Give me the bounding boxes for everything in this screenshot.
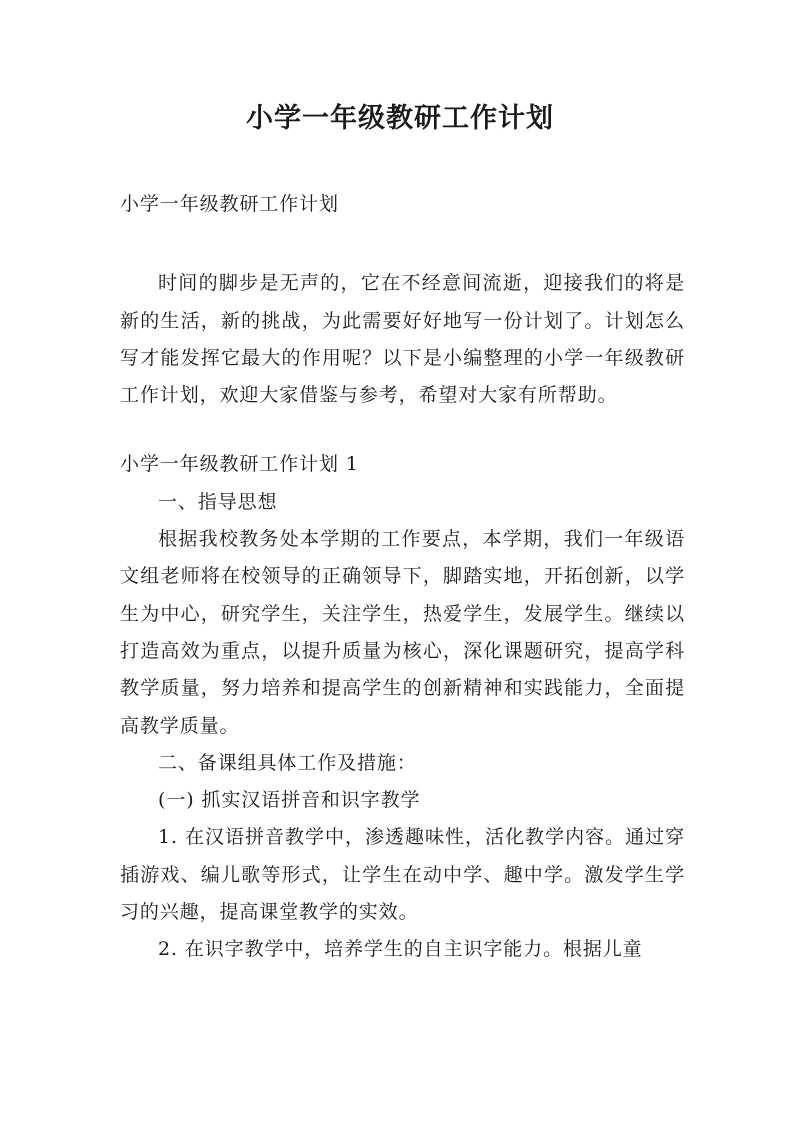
document-body [120,186,685,969]
sub-heading: (一) 抓实汉语拼音和识字教学 [158,789,421,812]
document-subtitle: 小学一年级教研工作计划 [120,193,339,215]
document-title: 小学一年级教研工作计划 [246,103,554,134]
spacer [120,223,685,265]
intro-paragraph: 时间的脚步是无声的，它在不经意间流逝，迎接我们的将是新的生活，新的挑战，为此需要好好地写一份计划了。计划怎么写才能发挥它最大的作用呢？以下是小编整理的小学一年级教研工作计划，欢迎大家借鉴与参考，希望对大家有所帮助。 [120,272,685,407]
section-heading: 一、指导思想 [158,490,278,513]
section-heading: 二、备课组具体工作及措施： [158,751,417,774]
body-paragraph: 根据我校教务处本学期的工作要点，本学期，我们一年级语文组老师将在校领导的正确领导下，脚踏实地，开拓创新，以学生为中心，研究学生，关注学生，热爱学生，发展学生。继续以打造高效为重点，以提升质量为核心，深化课题研究，提高学科教学质量，努力培养和提高学生的创新精神和实践能力，全面提高教学质量。 [120,528,685,737]
list-item: 2. 在识字教学中，培养学生的自主识字能力。根据儿童 [158,938,643,961]
section-title: 小学一年级教研工作计划 1 [120,453,359,476]
list-item: 1. 在汉语拼音教学中，渗透趣味性，活化教学内容。通过穿插游戏、编儿歌等形式，让学生在动中学、趣中学。激发学生学习的兴趣，提高课堂教学的实效。 [120,826,685,924]
spacer [120,414,685,446]
